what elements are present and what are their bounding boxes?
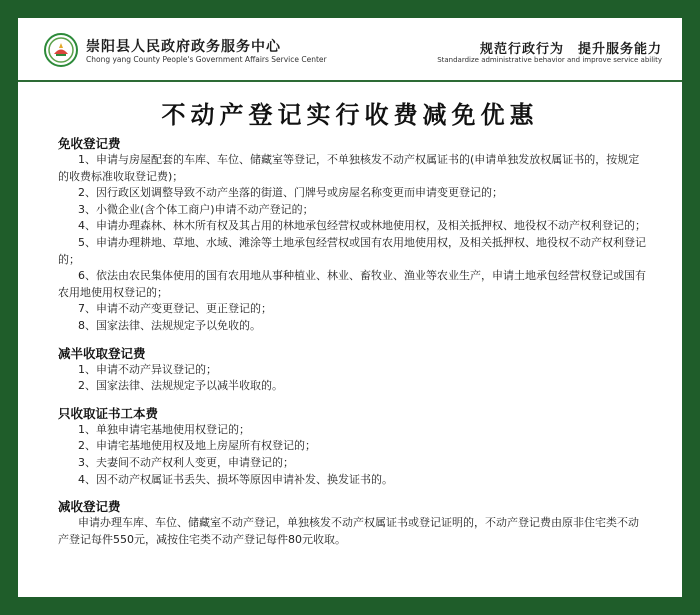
list-item: 5、申请办理耕地、草地、水域、滩涂等土地承包经营权或国有农用地使用权，及相关抵押权、地役权不动产权利登记的；	[58, 235, 646, 266]
list-item: 8、国家法律、法规规定予以免收的。	[78, 318, 261, 332]
list-item: 3、夫妻间不动产权利人变更，申请登记的；	[78, 455, 294, 469]
list-item: 6、依法由农民集体使用的国有农用地从事种植业、林业、畜牧业、渔业等农业生产，申请土地承包经营权登记或国有农用地使用权登记的；	[58, 269, 646, 299]
government-service-center-logo-icon	[44, 33, 78, 67]
section-heading: 免收登记费	[58, 136, 121, 151]
section-certificate-cost-only	[58, 406, 648, 488]
section-heading: 减半收取登记费	[58, 345, 146, 361]
slogan-cn: 规范行政行为 提升服务能力	[479, 42, 662, 57]
section-heading: 只收取证书工本费	[58, 405, 159, 421]
spacer	[58, 488, 648, 499]
slogan-en: Standardize administrative behavior and improve service ability	[437, 56, 662, 64]
list-item: 1、单独申请宅基地使用权登记的；	[78, 422, 250, 436]
list-item: 4、申请办理森林、林木所有权及其占用的林地承包经营权或林地使用权，及相关抵押权、地役权不动产权利登记的；	[78, 219, 646, 233]
list-item: 3、小微企业(含个体工商户)申请不动产登记的；	[78, 202, 314, 216]
notice-board	[18, 18, 682, 597]
spacer	[58, 335, 648, 346]
list-item: 2、因行政区划调整导致不动产坐落的街道、门牌号或房屋名称变更而申请变更登记的；	[78, 186, 503, 200]
section-heading: 减收登记费	[58, 499, 121, 515]
header-divider	[18, 80, 682, 82]
list-item: 1、申请不动产异议登记的；	[78, 362, 217, 376]
section-half-fee	[58, 346, 648, 395]
spacer	[58, 395, 648, 406]
list-item: 7、申请不动产变更登记、更正登记的；	[78, 302, 272, 316]
section-free-registration	[58, 136, 648, 335]
list-item: 申请办理车库、车位、储藏室不动产登记，单独核发不动产权属证书或登记证明的，不动产登记费由原非住宅类不动产登记每件550元，减按住宅类不动产登记每件80元收取。	[58, 516, 639, 546]
list-item: 2、国家法律、法规规定予以减半收取的。	[78, 379, 283, 393]
org-name-en: Chong yang County People's Government Affairs Service Center	[86, 55, 327, 64]
header	[18, 18, 682, 80]
list-item: 1、申请与房屋配套的车库、车位、储藏室等登记，不单独核发不动产权属证书的(申请单独发放权属证书的，按规定的收费标准收取登记费)；	[58, 153, 640, 183]
notice-content	[58, 136, 648, 548]
page-title: 不动产登记实行收费减免优惠	[161, 101, 539, 129]
section-reduced-fee	[58, 499, 648, 548]
list-item: 4、因不动产权属证书丢失、损坏等原因申请补发、换发证书的。	[78, 472, 393, 486]
org-name-cn: 崇阳县人民政府政务服务中心	[86, 39, 281, 55]
list-item: 2、申请宅基地使用权及地上房屋所有权登记的；	[78, 439, 316, 453]
